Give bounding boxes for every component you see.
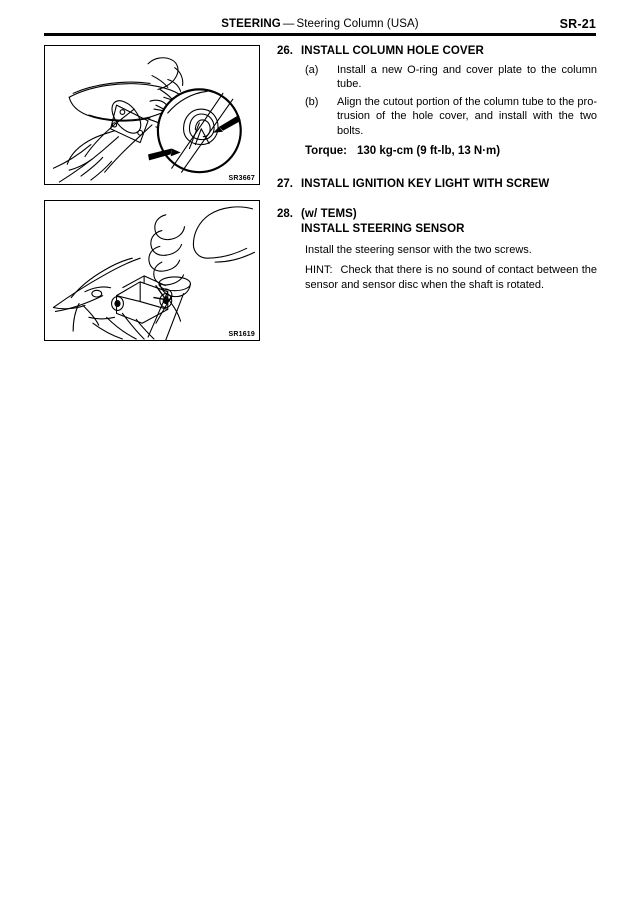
step-26-subitem-a-label: (a) <box>305 63 319 76</box>
torque-label: Torque: <box>305 145 347 157</box>
header-title <box>44 16 596 32</box>
step-28 <box>277 207 597 293</box>
step-26-title: INSTALL COLUMN HOLE COVER <box>301 45 484 57</box>
step-26-subitem-b-text: Align the cutout portion of the column tube to the pro-trusion of the hole cover, and install with the two bolts. <box>337 95 597 137</box>
step-26-heading <box>277 44 597 60</box>
step-26-torque <box>305 144 597 159</box>
torque-value: 130 kg-cm (9 ft-lb, 13 N·m) <box>356 145 501 157</box>
header-section: STEERING <box>221 18 281 30</box>
step-27-number: 27. <box>277 178 293 190</box>
step-26-subitem-a-text: Install a new O-ring and cover plate to the column tube. <box>337 63 597 90</box>
step-26-number: 26. <box>277 45 293 57</box>
step-26-subitem-b <box>305 95 597 139</box>
figure-2-id: SR1619 <box>228 331 255 338</box>
step-28-title-line2: INSTALL STEERING SENSOR <box>301 223 465 235</box>
step-28-number: 28. <box>277 207 293 220</box>
step-28-body: Install the steering sensor with the two screws. <box>305 243 532 256</box>
step-28-heading <box>277 207 597 223</box>
header-subject: Steering Column (USA) <box>296 18 419 30</box>
header-rule <box>44 33 596 36</box>
header-dash: — <box>282 18 295 30</box>
step-26 <box>277 44 597 159</box>
step-26-subitem-a <box>305 63 597 92</box>
figure-2-artwork <box>45 201 259 340</box>
figure-1-id: SR3667 <box>228 175 255 182</box>
step-28-hint <box>305 263 597 292</box>
hint-text: Check that there is no sound of contact between the sensor and sensor disc when the shaft is rotated. <box>305 264 597 291</box>
instruction-column <box>277 44 597 292</box>
figure-1-artwork <box>45 46 259 184</box>
step-28-title: (w/ TEMS) <box>301 207 357 220</box>
step-27-title: INSTALL IGNITION KEY LIGHT WITH SCREW <box>301 178 550 190</box>
figure-column-hole-cover <box>44 45 260 185</box>
step-27-heading <box>277 177 597 193</box>
page-number: SR-21 <box>559 17 596 31</box>
step-27 <box>277 177 597 193</box>
hint-label: HINT: <box>305 264 333 276</box>
figure-steering-sensor <box>44 200 260 341</box>
step-26-subitem-b-label: (b) <box>305 95 319 108</box>
